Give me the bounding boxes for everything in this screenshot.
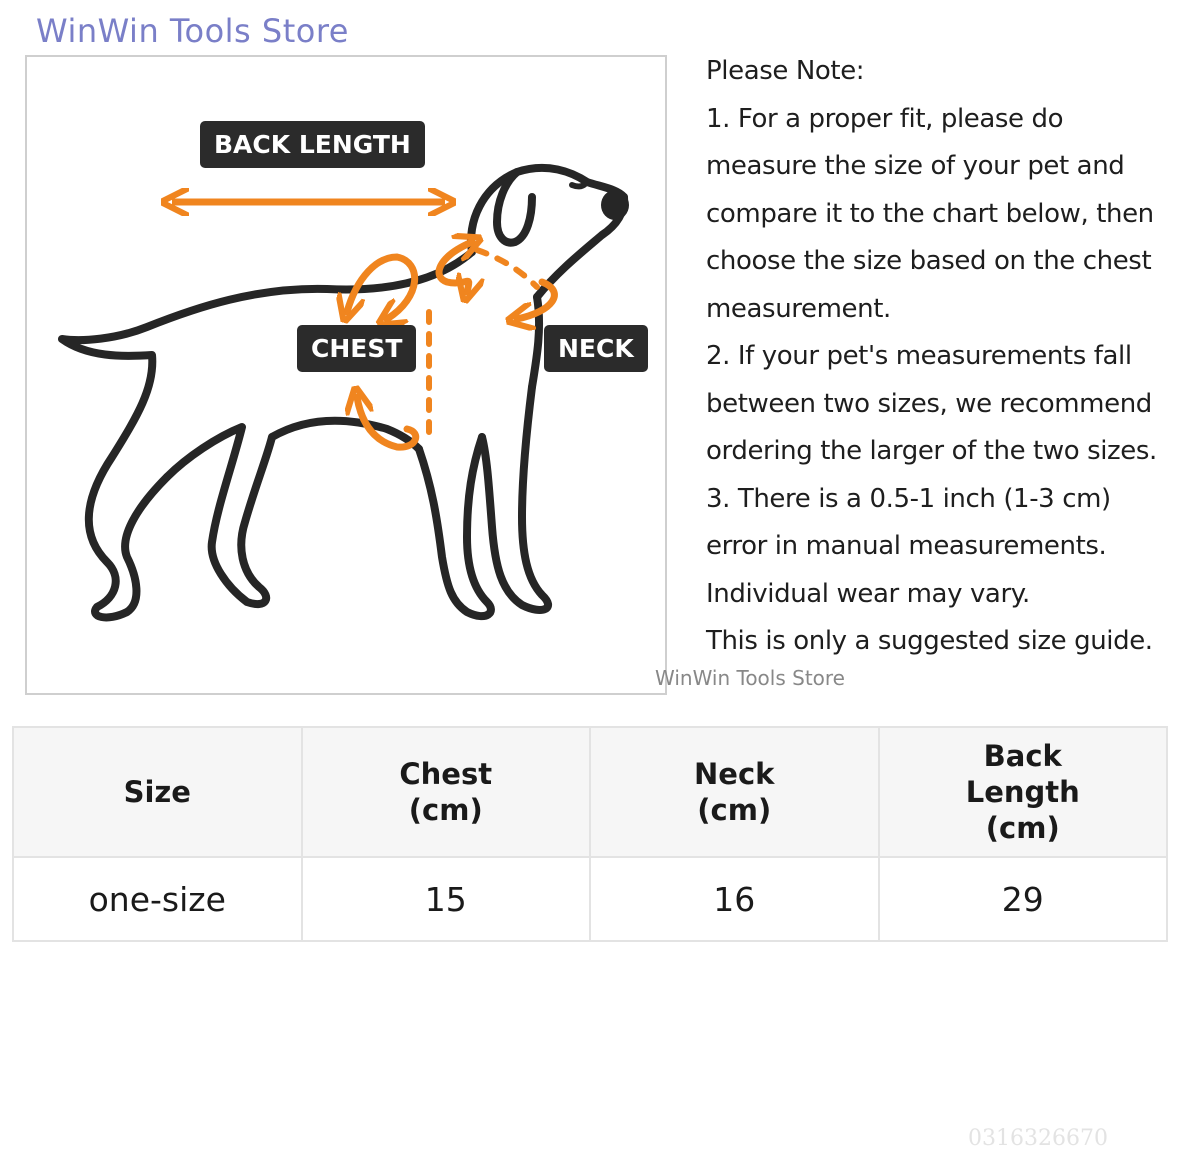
neck-dashed-line bbox=[477, 250, 537, 287]
back-length-label: BACK LENGTH bbox=[200, 121, 425, 168]
note-line: measurement. bbox=[706, 293, 891, 324]
measurement-diagram bbox=[25, 55, 667, 695]
cell-neck: 16 bbox=[590, 857, 879, 941]
header-neck bbox=[590, 727, 879, 857]
note-line: between two sizes, we recommend bbox=[706, 388, 1152, 419]
header-chest bbox=[302, 727, 591, 857]
note-line: 2. If your pet's measurements fall bbox=[706, 341, 1132, 371]
size-chart-table bbox=[12, 726, 1168, 942]
note-line: choose the size based on the chest bbox=[706, 246, 1152, 276]
note-line: Please Note: bbox=[706, 56, 865, 86]
header-size bbox=[13, 727, 302, 857]
note-line: 3. There is a 0.5-1 inch (1-3 cm) bbox=[706, 483, 1111, 514]
cell-size: one-size bbox=[13, 857, 302, 941]
note-line: error in manual measurements. bbox=[706, 531, 1107, 561]
header-unit: (cm) bbox=[985, 811, 1060, 845]
header-text: Chest bbox=[399, 757, 493, 791]
note-line: measure the size of your pet and bbox=[706, 151, 1125, 181]
header-text: Length bbox=[965, 775, 1080, 809]
header-back-length bbox=[879, 727, 1168, 857]
header-text: Neck bbox=[694, 757, 775, 791]
chest-label: CHEST bbox=[297, 325, 416, 372]
store-title: WinWin Tools Store bbox=[36, 12, 349, 50]
store-watermark: WinWin Tools Store bbox=[655, 666, 845, 690]
table-row bbox=[13, 857, 1167, 941]
note-line: ordering the larger of the two sizes. bbox=[706, 436, 1157, 466]
note-line: Individual wear may vary. bbox=[706, 578, 1030, 609]
note-line: compare it to the chart below, then bbox=[706, 198, 1154, 229]
header-unit: (cm) bbox=[408, 793, 483, 827]
neck-label: NECK bbox=[544, 325, 648, 372]
image-id-watermark: 0316326670 bbox=[968, 1126, 1108, 1151]
header-text: Back bbox=[983, 739, 1062, 773]
table-header-row bbox=[13, 727, 1167, 857]
dog-nose bbox=[601, 190, 629, 220]
cell-back-length: 29 bbox=[879, 857, 1168, 941]
note-line: 1. For a proper fit, please do bbox=[706, 103, 1064, 134]
cell-chest: 15 bbox=[302, 857, 591, 941]
header-text: Size bbox=[123, 775, 191, 809]
header-unit: (cm) bbox=[697, 793, 772, 827]
size-notes bbox=[706, 48, 1176, 666]
note-line: This is only a suggested size guide. bbox=[706, 626, 1153, 656]
